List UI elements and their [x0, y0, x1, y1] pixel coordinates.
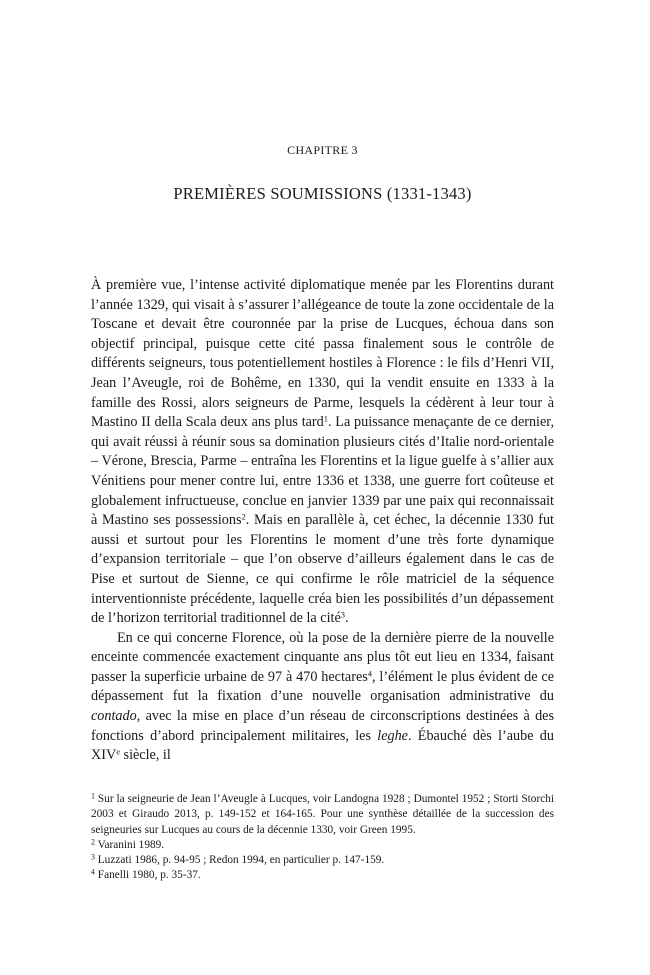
italic-term: contado — [91, 708, 137, 725]
chapter-label: CHAPITRE 3 — [287, 143, 358, 157]
footnote-number: 3 — [91, 852, 95, 862]
footnote-ref: 2 — [241, 511, 246, 522]
chapter-title: PREMIÈRES SOUMISSIONS (1331-1343) — [173, 184, 472, 203]
text-run: . Ébauché dès l’aube du XIV — [91, 727, 554, 764]
text-run: , l’élément le plus évident de ce dépassement fut la fixation d’une nouvelle organisation administrative du — [91, 668, 554, 705]
footnote-ref: 3 — [340, 609, 346, 620]
footnote-number: 4 — [91, 867, 95, 877]
footnote — [91, 838, 554, 853]
text-run: En ce qui concerne Florence, où la pose de la dernière pierre de la nouvelle enceinte commencée exactement cinquante ans plus tôt eut lieu en 1334, faisant passer la superficie urbaine de 97 à 470 hectares — [91, 629, 554, 685]
footnote-ref: 4 — [367, 668, 373, 679]
italic-term: leghe — [377, 727, 408, 744]
text-run: . — [345, 610, 349, 627]
text-run: siècle, il — [120, 747, 171, 764]
footnote — [91, 868, 554, 883]
text-run: . Mais en parallèle à, cet échec, la décennie 1330 fut aussi et surtout pour les Florentins le moment d’une très forte dynamique d’expansion territoriale – que l’on observe d’ailleurs également dans le cas de Pise et surtout de Sienne, ce qui confirme le rôle matriciel de la séquence interventionniste précédente, laquelle créa bien les possibilités d’un dépassement de l’horizon territorial traditionnel de la cité — [91, 512, 554, 627]
footnote-text: Luzzati 1986, p. 94-95 ; Redon 1994, en particulier p. 147-159. — [97, 854, 385, 867]
footnote-text: Varanini 1989. — [97, 838, 165, 851]
footnote-text: Sur la seigneurie de Jean l’Aveugle à Lucques, voir Landogna 1928 ; Dumontel 1952 ; Storti Storchi 2003 et Giraudo 2013, p. 149-152 et 164-165. Pour une synthèse détaillée de la succession des seigneuries sur Lucques au cours de la décennie 1330, voir Green 1995. — [91, 793, 555, 836]
body-paragraph — [91, 629, 554, 766]
body-paragraph — [91, 276, 554, 629]
text-run: , avec la mise en place d’un réseau de circonscriptions destinées à des fonctions d’abord principalement militaires, les — [91, 708, 554, 744]
footnote-text: Fanelli 1980, p. 35-37. — [97, 869, 201, 882]
footnote — [91, 792, 554, 838]
footnotes — [91, 792, 554, 884]
body-text — [91, 276, 554, 766]
footnote-number: 1 — [91, 791, 95, 801]
text-run: À première vue, l’intense activité diplomatique menée par les Florentins durant l’année 1329, qui visait à s’assurer l’allégeance de toute la zone occidentale de la Toscane et devait être couronnée par la prise de Lucques, échoua dans son objectif principal, puisque cette cité passa finalement sous le contrôle de différents seigneurs, tous potentiellement hostiles à Florence : le fils d’Henri VII, Jean l’Aveugle, roi de Bohême, en 1330, qui la vendit ensuite en 1333 à la famille des Rossi, alors seigneurs de Parme, lesquels la cédèrent à leur tour à Mastino II della Scala deux ans plus tard — [91, 277, 554, 431]
footnote-ref: e — [116, 746, 120, 757]
footnote-number: 2 — [91, 837, 95, 847]
text-run: . La puissance menaçante de ce dernier, qui avait réussi à réunir sous sa domination plusieurs cités d’Italie nord-orientale – Vérone, Brescia, Parme – entraîna les Florentins et la ligue guelfe à s’allier aux Vénitiens pour mener contre lui, entre 1336 et 1338, une guerre fort coûteuse et globalement infructueuse, conclue en janvier 1339 par une paix qui reconnaissait à Mastino ses possessions — [91, 414, 554, 529]
footnote-ref: 1 — [323, 413, 328, 424]
footnote — [91, 853, 554, 868]
